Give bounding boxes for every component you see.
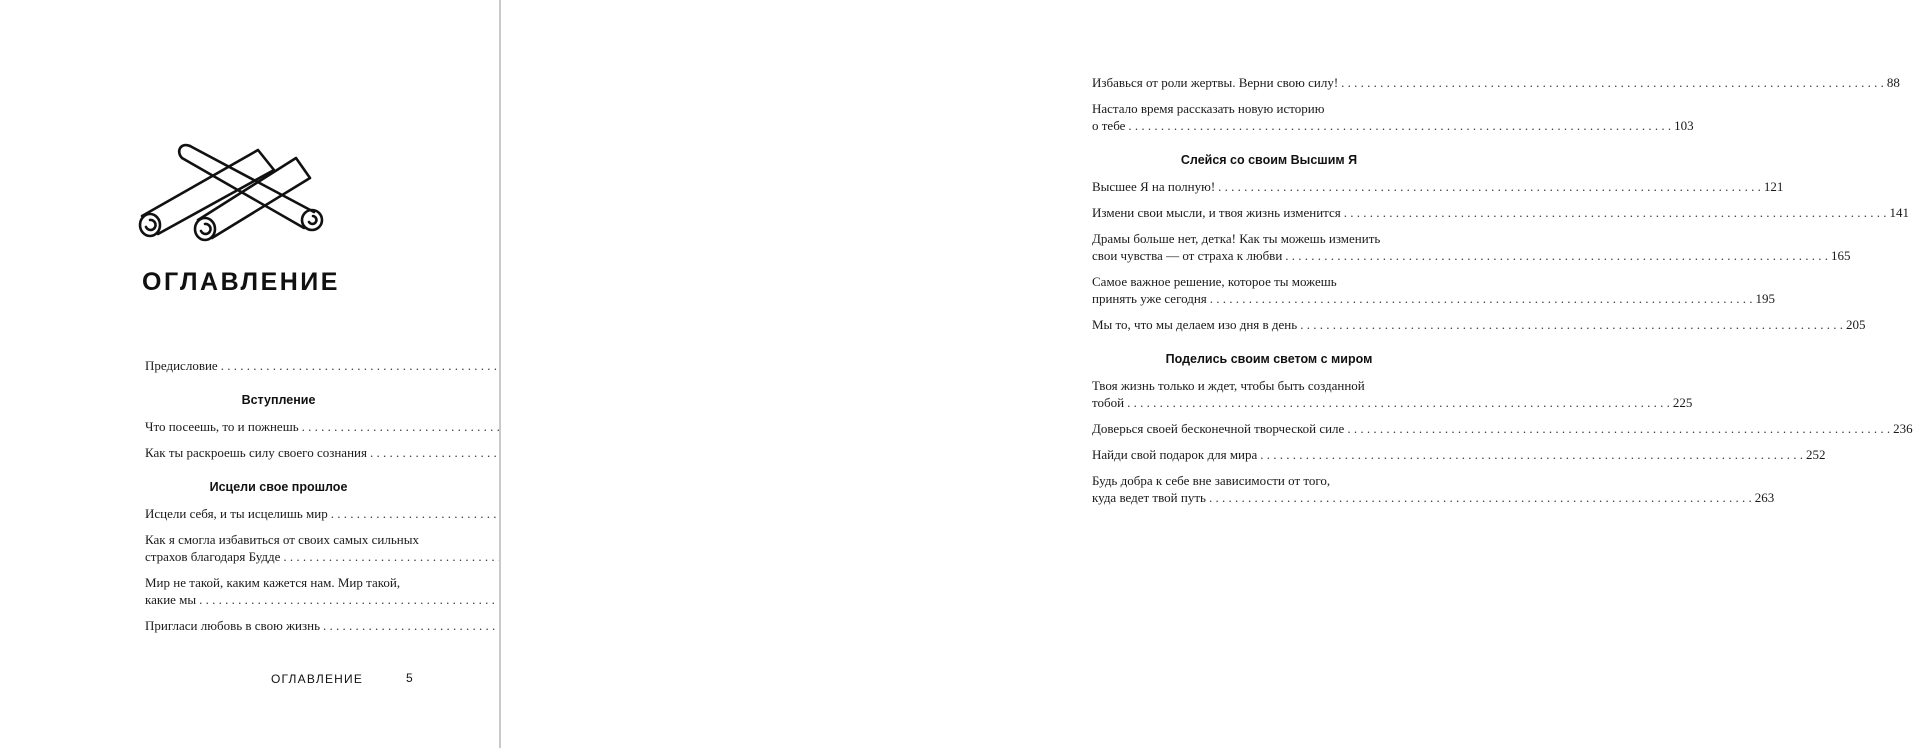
- toc-entry-page: 88: [1886, 75, 1900, 90]
- toc-entry[interactable]: [1092, 377, 1693, 411]
- toc-entry-page: 252: [1806, 447, 1826, 462]
- toc-entry[interactable]: [1092, 420, 1913, 437]
- toc-entry-title: Исцели себя, и ты исцелишь мир: [145, 506, 328, 521]
- toc-entry-page: 121: [1763, 179, 1784, 194]
- toc-entry-title: Как ты раскроешь силу своего сознания: [145, 445, 367, 460]
- toc-heading: ОГЛАВЛЕНИЕ: [142, 268, 340, 296]
- dot-leader: [1128, 117, 1671, 134]
- toc-entry-title: Твоя жизнь только и ждет, чтобы быть созданной: [1092, 378, 1365, 393]
- toc-entry-page: 205: [1845, 317, 1866, 332]
- dot-leader: [1285, 247, 1828, 264]
- page-number: 5: [406, 671, 413, 685]
- toc-entry-title: Найди свой подарок для мира: [1092, 447, 1258, 462]
- toc-entry[interactable]: [1092, 178, 1784, 195]
- toc-entry[interactable]: [1092, 74, 1900, 91]
- toc-entry-title: свои чувства — от страха к любви: [1092, 248, 1283, 263]
- toc-entry-title: Будь добра к себе вне зависимости от того,: [1092, 473, 1331, 488]
- toc-entry[interactable]: [1092, 100, 1694, 134]
- toc-entry-title: Что посеешь, то и пожнешь: [145, 419, 299, 434]
- dot-leader: [1209, 489, 1752, 506]
- toc-entry-page: 103: [1674, 118, 1694, 133]
- toc-entry[interactable]: [1092, 204, 1909, 221]
- toc-entry-title: страхов благодаря Будде: [145, 549, 281, 564]
- toc-entry-title: Драмы больше нет, детка! Как ты можешь изменить: [1092, 231, 1381, 246]
- toc-entry[interactable]: [145, 418, 412, 435]
- toc-entry-title: Предисловие: [145, 358, 218, 373]
- toc-entry-title: Пригласи любовь в свою жизнь: [145, 618, 321, 633]
- toc-entry[interactable]: [145, 444, 412, 461]
- toc-entry[interactable]: [145, 505, 412, 522]
- toc-section-heading: Слейся со своим Высшим Я: [1180, 153, 1358, 167]
- right-toc-list: [1092, 74, 1913, 515]
- toc-entry-title: Избавься от роли жертвы. Верни свою силу!: [1092, 75, 1339, 90]
- toc-section-heading: Вступление: [241, 393, 316, 407]
- toc-entry-title: о тебе: [1092, 118, 1126, 133]
- toc-entry-title: Высшее Я на полную!: [1092, 179, 1216, 194]
- toc-entry-page: 225: [1672, 395, 1693, 410]
- dot-leader: [1127, 394, 1670, 411]
- dot-leader: [1218, 178, 1761, 195]
- running-footer-title: ОГЛАВЛЕНИЕ: [271, 672, 364, 686]
- dot-leader: [1300, 316, 1843, 333]
- toc-entry-title: Доверься своей бесконечной творческой силе: [1092, 421, 1345, 436]
- toc-entry-title: принять уже сегодня: [1092, 291, 1207, 306]
- toc-entry-page: 141: [1889, 205, 1909, 220]
- dot-leader: [1344, 204, 1887, 221]
- toc-entry[interactable]: [145, 574, 412, 608]
- toc-entry[interactable]: [1092, 472, 1775, 506]
- toc-entry[interactable]: [145, 357, 412, 374]
- right-page: [501, 0, 1913, 748]
- toc-entry-title: Самое важное решение, которое ты можешь: [1092, 274, 1337, 289]
- dot-leader: [1210, 290, 1753, 307]
- toc-entry-title: Измени свои мысли, и твоя жизнь изменится: [1092, 205, 1341, 220]
- toc-entry-title: куда ведет твой путь: [1092, 490, 1206, 505]
- toc-entry[interactable]: [1092, 316, 1866, 333]
- toc-entry-title: Как я смогла избавиться от своих самых сильных: [145, 532, 419, 547]
- dot-leader: [1260, 446, 1803, 463]
- toc-entry-page: 263: [1754, 490, 1775, 505]
- toc-entry[interactable]: [145, 531, 419, 565]
- toc-entry-page: 195: [1755, 291, 1776, 306]
- toc-entry-page: 165: [1831, 248, 1851, 263]
- toc-entry[interactable]: [1092, 230, 1851, 264]
- left-toc-list: [145, 357, 419, 643]
- toc-section-heading: Поделись своим светом с миром: [1165, 352, 1373, 366]
- toc-section-heading: Исцели свое прошлое: [209, 480, 348, 494]
- toc-entry-title: Мир не такой, каким кажется нам. Мир такой,: [145, 575, 401, 590]
- dot-leader: [1341, 74, 1884, 91]
- toc-entry-title: Мы то, что мы делаем изо дня в день: [1092, 317, 1298, 332]
- toc-entry-title: тобой: [1092, 395, 1125, 410]
- toc-entry[interactable]: [1092, 273, 1776, 307]
- left-page: [0, 0, 499, 748]
- cinnamon-sticks-icon: [128, 128, 338, 246]
- toc-entry-title: Настало время рассказать новую историю: [1092, 101, 1325, 116]
- toc-entry[interactable]: [1092, 446, 1826, 463]
- dot-leader: [1347, 420, 1890, 437]
- toc-entry-title: какие мы: [145, 592, 197, 607]
- toc-entry-page: 236: [1893, 421, 1913, 436]
- toc-entry[interactable]: [145, 617, 412, 634]
